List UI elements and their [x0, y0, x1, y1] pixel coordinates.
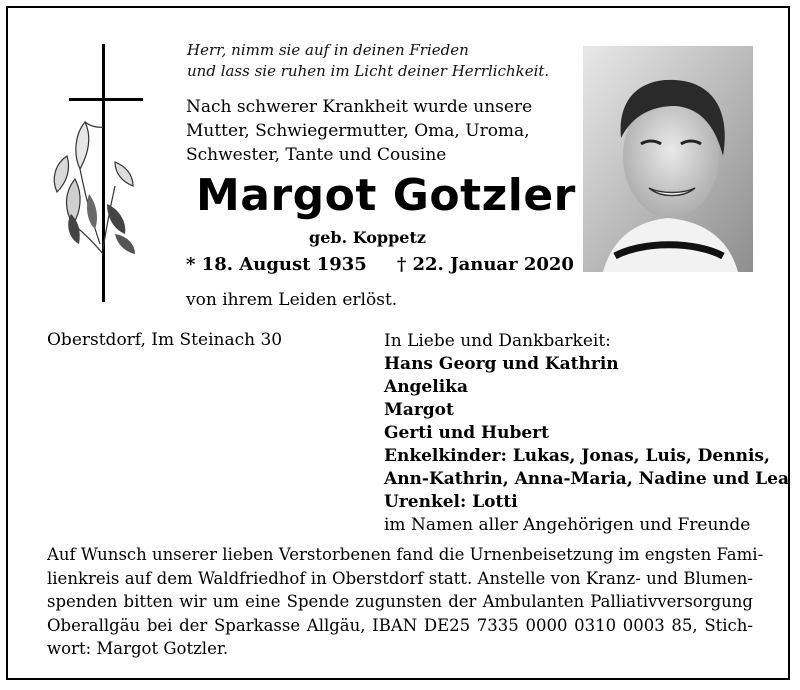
donation-note — [47, 543, 764, 661]
life-dates — [186, 254, 574, 275]
note-line: lienkreis auf dem Waldfriedhof in Oberstdorf statt. Anstelle von Kranz- und Blumen- — [47, 568, 753, 588]
mourner-line: Hans Georg und Kathrin — [384, 354, 619, 374]
intro-line: Mutter, Schwiegermutter, Oma, Uroma, — [186, 121, 530, 141]
bible-verse — [187, 40, 549, 82]
mourner-line: Ann-Kathrin, Anna-Maria, Nadine und Lea — [384, 469, 789, 489]
mourner-line: Angelika — [384, 377, 468, 397]
mourners-heading: In Liebe und Dankbarkeit: — [384, 331, 611, 351]
mourners-list — [384, 330, 789, 537]
cross-with-lily-icon — [45, 44, 145, 306]
intro-line: Nach schwerer Krankheit wurde unsere — [186, 97, 533, 117]
death-date: † 22. Januar 2020 — [396, 254, 574, 275]
intro-text — [186, 95, 532, 167]
mourner-line: Enkelkinder: Lukas, Jonas, Luis, Dennis, — [384, 446, 770, 466]
note-line: wort: Margot Gotzler. — [47, 639, 229, 658]
released-text: von ihrem Leiden erlöst. — [186, 290, 398, 310]
mourner-line: Margot — [384, 400, 454, 420]
mourner-line: Gerti und Hubert — [384, 423, 549, 443]
verse-line: und lass sie ruhen im Licht deiner Herrlichkeit. — [187, 62, 550, 80]
intro-line: Schwester, Tante und Cousine — [186, 145, 447, 165]
mourner-line: Urenkel: Lotti — [384, 492, 518, 512]
address: Oberstdorf, Im Steinach 30 — [47, 330, 283, 350]
note-line: Auf Wunsch unserer lieben Verstorbenen fand die Urnenbeisetzung im engsten Fami- — [47, 545, 764, 564]
portrait-image — [583, 46, 753, 272]
mourners-closing: im Namen aller Angehörigen und Freunde — [384, 515, 751, 535]
deceased-name: Margot Gotzler — [196, 170, 576, 221]
birth-date: * 18. August 1935 — [186, 254, 367, 275]
note-line: Oberallgäu bei der Sparkasse Allgäu, IBAN DE25 7335 0000 0310 0003 85, Stich- — [47, 615, 753, 635]
maiden-name: geb. Koppetz — [309, 228, 426, 247]
note-line: spenden bitten wir um eine Spende zugunsten der Ambulanten Palliativversorgung — [47, 592, 753, 611]
verse-line: Herr, nimm sie auf in deinen Frieden — [187, 41, 469, 59]
portrait-photo — [583, 46, 753, 272]
